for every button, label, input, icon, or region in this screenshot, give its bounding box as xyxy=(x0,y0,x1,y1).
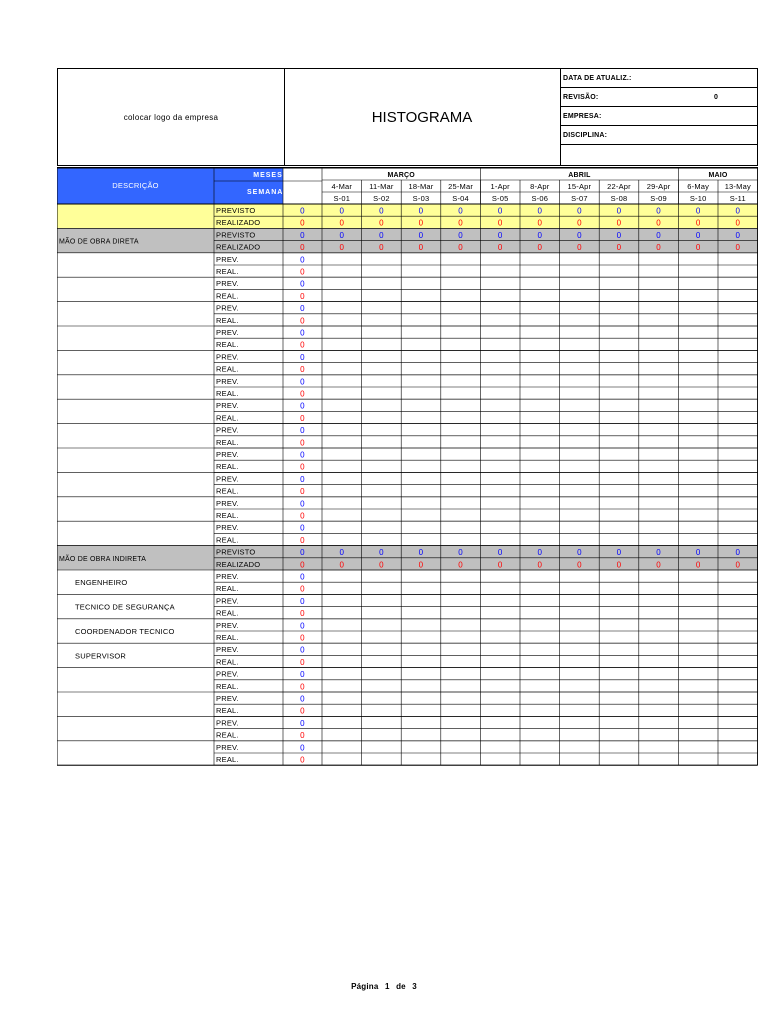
week-date-label: 8-Apr xyxy=(530,182,550,191)
summary-week-value: 0 xyxy=(656,243,661,253)
item-total-value: 0 xyxy=(300,584,305,594)
week-code-label: S-09 xyxy=(650,194,667,203)
item-row-label: PREV. xyxy=(216,401,239,411)
item-row-label: PREV. xyxy=(216,254,239,264)
item-row-label: PREV. xyxy=(216,596,239,606)
summary-week-value: 0 xyxy=(656,230,661,240)
summary-row-label: REALIZADO xyxy=(216,242,261,252)
summary-week-value: 0 xyxy=(577,243,582,253)
item-total-value: 0 xyxy=(300,389,305,399)
week-code-label: S-01 xyxy=(333,194,351,203)
item-row-label: REAL. xyxy=(216,657,239,667)
week-date-label: 22-Apr xyxy=(607,182,631,191)
item-row-label: PREV. xyxy=(216,669,239,679)
summary-week-value: 0 xyxy=(537,218,543,228)
item-row-label: PREV. xyxy=(216,718,239,728)
item-row-label: REAL. xyxy=(216,437,239,447)
week-date-label: 4-Mar xyxy=(331,182,353,191)
item-row-label: REAL. xyxy=(216,364,239,374)
summary-week-value: 0 xyxy=(577,218,582,228)
item-row-label: REAL. xyxy=(216,413,239,423)
summary-week-value: 0 xyxy=(735,548,741,558)
summary-total-value: 0 xyxy=(300,230,305,240)
summary-week-value: 0 xyxy=(537,230,543,240)
item-row-label: REAL. xyxy=(216,511,239,520)
page-title: HISTOGRAMA xyxy=(284,69,561,165)
item-row-label: PREV. xyxy=(216,279,239,289)
logo-placeholder: colocar logo da empresa xyxy=(58,69,285,165)
summary-week-value: 0 xyxy=(656,560,661,570)
summary-week-value: 0 xyxy=(616,548,622,558)
item-total-value: 0 xyxy=(300,438,305,448)
summary-week-value: 0 xyxy=(656,206,661,216)
item-total-value: 0 xyxy=(300,291,305,301)
item-total-value: 0 xyxy=(300,304,305,314)
week-code-label: S-07 xyxy=(571,194,588,203)
item-total-value: 0 xyxy=(300,657,305,667)
summary-week-value: 0 xyxy=(695,206,701,216)
summary-week-value: 0 xyxy=(735,230,741,240)
summary-week-value: 0 xyxy=(616,230,622,240)
item-row-label: REAL. xyxy=(216,267,239,276)
month-header-label: MARÇO xyxy=(387,172,415,179)
header-info-block xyxy=(560,69,757,165)
summary-week-value: 0 xyxy=(339,560,345,570)
summary-week-value: 0 xyxy=(577,548,582,558)
summary-week-value: 0 xyxy=(695,230,701,240)
summary-week-value: 0 xyxy=(339,230,345,240)
item-total-value: 0 xyxy=(300,255,305,265)
item-row-label: REAL. xyxy=(216,633,239,642)
summary-week-value: 0 xyxy=(339,206,345,216)
item-name-label: COORDENADOR TECNICO xyxy=(75,627,175,636)
item-row-label: REAL. xyxy=(216,755,239,764)
summary-row-label: REALIZADO xyxy=(216,559,261,569)
summary-week-value: 0 xyxy=(379,206,384,216)
item-row-label: PREV. xyxy=(216,645,239,655)
item-total-value: 0 xyxy=(300,365,305,375)
week-code-label: S-06 xyxy=(531,194,549,203)
week-code-label: S-04 xyxy=(452,194,469,203)
week-code-label: S-03 xyxy=(412,194,430,203)
summary-week-value: 0 xyxy=(497,206,503,216)
summary-week-value: 0 xyxy=(379,218,384,228)
summary-week-value: 0 xyxy=(339,243,345,253)
item-total-value: 0 xyxy=(300,645,305,655)
item-total-value: 0 xyxy=(300,743,305,753)
item-row-label: REAL. xyxy=(216,291,239,301)
summary-week-value: 0 xyxy=(458,548,463,558)
summary-week-value: 0 xyxy=(735,560,741,570)
item-total-value: 0 xyxy=(300,377,305,387)
page-total: 3 xyxy=(412,982,417,991)
summary-week-value: 0 xyxy=(497,243,503,253)
week-date-label: 29-Apr xyxy=(646,182,671,191)
item-row-label: REAL. xyxy=(216,608,239,618)
pagina-label: Página xyxy=(351,982,379,991)
item-total-value: 0 xyxy=(300,694,305,704)
summary-week-value: 0 xyxy=(616,560,622,570)
summary-week-value: 0 xyxy=(339,218,345,228)
week-date-label: 13-May xyxy=(724,182,751,191)
revisao-value: 0 xyxy=(714,94,719,101)
summary-week-value: 0 xyxy=(695,243,701,253)
summary-week-value: 0 xyxy=(695,560,701,570)
summary-week-value: 0 xyxy=(379,230,384,240)
item-total-value: 0 xyxy=(300,401,305,411)
item-total-value: 0 xyxy=(300,633,305,643)
week-date-label: 1-Apr xyxy=(490,182,510,191)
month-header-label: ABRIL xyxy=(568,172,591,179)
summary-week-value: 0 xyxy=(735,206,741,216)
summary-row-label: PREVISTO xyxy=(216,230,256,240)
summary-week-value: 0 xyxy=(577,560,582,570)
item-total-value: 0 xyxy=(300,621,305,631)
item-row-label: PREV. xyxy=(216,620,239,630)
item-total-value: 0 xyxy=(300,352,305,362)
week-date-label: 18-Mar xyxy=(408,182,434,191)
document-header xyxy=(57,68,758,166)
item-total-value: 0 xyxy=(300,596,305,606)
item-row-label: REAL. xyxy=(216,584,239,594)
item-row-label: PREV. xyxy=(216,425,239,435)
summary-week-value: 0 xyxy=(458,230,463,240)
item-total-value: 0 xyxy=(300,755,305,765)
descricao-header-cell xyxy=(57,168,283,204)
summary-week-value: 0 xyxy=(497,230,503,240)
item-total-value: 0 xyxy=(300,267,305,277)
summary-week-value: 0 xyxy=(656,548,661,558)
item-total-value: 0 xyxy=(300,609,305,619)
item-row-label: REAL. xyxy=(216,730,239,740)
disciplina-label: DISCIPLINA: xyxy=(563,132,608,139)
item-total-value: 0 xyxy=(300,670,305,680)
summary-week-value: 0 xyxy=(418,548,424,558)
item-total-value: 0 xyxy=(300,413,305,423)
item-total-value: 0 xyxy=(300,487,305,497)
data-atualizacao-label: DATA DE ATUALIZ.: xyxy=(563,75,632,82)
item-row-label: PREV. xyxy=(216,352,239,362)
item-row-label: REAL. xyxy=(216,706,239,716)
item-name-label: ENGENHEIRO xyxy=(75,578,128,588)
info-row-empresa xyxy=(560,107,757,126)
item-row-label: REAL. xyxy=(216,315,239,325)
summary-week-value: 0 xyxy=(735,218,741,228)
summary-row-label: PREVISTO xyxy=(216,547,256,557)
meses-header-label: MESES xyxy=(253,172,283,179)
summary-week-value: 0 xyxy=(418,230,424,240)
semanas-header-label: SEMANAS xyxy=(246,189,290,196)
summary-week-value: 0 xyxy=(497,548,503,558)
summary-total-value: 0 xyxy=(300,560,305,570)
summary-week-value: 0 xyxy=(497,560,503,570)
summary-week-value: 0 xyxy=(458,243,463,253)
summary-total-value: 0 xyxy=(300,218,305,228)
summary-week-value: 0 xyxy=(458,206,463,216)
summary-week-value: 0 xyxy=(537,548,543,558)
item-row-label: PREV. xyxy=(216,498,239,508)
summary-row-label: PREVISTO xyxy=(216,206,256,215)
week-date-label: 6-May xyxy=(687,182,710,191)
summary-total-value: 0 xyxy=(300,243,305,253)
summary-week-value: 0 xyxy=(695,218,701,228)
info-row-data xyxy=(560,69,757,88)
week-code-label: S-05 xyxy=(491,194,509,203)
item-row-label: REAL. xyxy=(216,462,239,472)
item-total-value: 0 xyxy=(300,718,305,728)
item-row-label: REAL. xyxy=(216,486,239,496)
item-total-value: 0 xyxy=(300,523,305,533)
summary-week-value: 0 xyxy=(379,548,384,558)
summary-week-value: 0 xyxy=(497,218,503,228)
summary-week-value: 0 xyxy=(458,560,463,570)
summary-week-value: 0 xyxy=(577,230,582,240)
item-row-label: REAL. xyxy=(216,535,239,545)
summary-week-value: 0 xyxy=(418,243,424,253)
summary-week-value: 0 xyxy=(577,206,582,216)
item-name-label: SUPERVISOR xyxy=(75,651,127,661)
histogram-grid-svg xyxy=(57,168,758,767)
week-date-label: 25-Mar xyxy=(448,182,474,191)
item-total-value: 0 xyxy=(300,316,305,326)
page-footer xyxy=(0,982,768,991)
week-date-label: 15-Apr xyxy=(567,182,592,191)
item-row-label: PREV. xyxy=(216,328,239,337)
summary-week-value: 0 xyxy=(379,560,384,570)
summary-week-value: 0 xyxy=(616,206,622,216)
item-total-value: 0 xyxy=(300,731,305,741)
summary-week-value: 0 xyxy=(695,548,701,558)
item-row-label: PREV. xyxy=(216,572,239,581)
summary-week-value: 0 xyxy=(458,218,463,228)
page-number: 1 xyxy=(384,982,390,991)
item-name-label: TECNICO DE SEGURANÇA xyxy=(75,602,175,612)
item-total-value: 0 xyxy=(300,535,305,545)
item-total-value: 0 xyxy=(300,426,305,436)
summary-week-value: 0 xyxy=(339,548,345,558)
item-total-value: 0 xyxy=(300,328,305,338)
summary-week-value: 0 xyxy=(537,560,543,570)
summary-week-value: 0 xyxy=(537,206,543,216)
week-code-label: S-02 xyxy=(373,194,390,203)
summary-week-value: 0 xyxy=(418,560,424,570)
item-row-label: PREV. xyxy=(216,523,239,533)
summary-week-value: 0 xyxy=(735,243,741,253)
summary-week-value: 0 xyxy=(418,206,424,216)
summary-week-value: 0 xyxy=(418,218,424,228)
item-row-label: PREV. xyxy=(216,474,239,484)
item-total-value: 0 xyxy=(300,706,305,716)
item-total-value: 0 xyxy=(300,340,305,350)
empresa-label: EMPRESA: xyxy=(563,113,602,120)
summary-week-value: 0 xyxy=(537,243,543,253)
week-code-label: S-11 xyxy=(729,194,746,203)
descricao-header-label: DESCRIÇÃO xyxy=(112,181,159,190)
item-row-label: PREV. xyxy=(216,303,239,313)
item-row-label: REAL. xyxy=(216,681,239,691)
item-total-value: 0 xyxy=(300,572,305,582)
item-total-value: 0 xyxy=(300,499,305,509)
week-code-label: S-10 xyxy=(689,194,707,203)
item-total-value: 0 xyxy=(300,682,305,692)
summary-total-value: 0 xyxy=(300,548,305,558)
section-name-label: MÃO DE OBRA INDIRETA xyxy=(59,555,147,563)
item-total-value: 0 xyxy=(300,462,305,472)
section-name-label: MÃO DE OBRA DIRETA xyxy=(59,238,139,246)
summary-total-value: 0 xyxy=(300,206,305,216)
info-row-revisao xyxy=(560,88,757,107)
summary-week-value: 0 xyxy=(379,243,384,253)
item-row-label: PREV. xyxy=(216,376,239,386)
item-total-value: 0 xyxy=(300,279,305,289)
week-code-label: S-08 xyxy=(610,194,628,203)
de-label: de xyxy=(396,982,406,991)
item-total-value: 0 xyxy=(300,474,305,484)
item-row-label: PREV. xyxy=(216,742,239,752)
revisao-label: REVISÃO: xyxy=(563,94,599,101)
item-total-value: 0 xyxy=(300,511,305,521)
week-date-label: 11-Mar xyxy=(369,182,394,191)
info-row-disciplina xyxy=(560,126,757,145)
item-row-label: PREV. xyxy=(216,694,239,703)
month-header-label: MAIO xyxy=(708,172,728,179)
histogram-table xyxy=(57,168,758,765)
summary-row-label: REALIZADO xyxy=(216,218,261,228)
summary-week-value: 0 xyxy=(616,243,622,253)
item-row-label: REAL. xyxy=(216,340,239,350)
item-row-label: PREV. xyxy=(216,450,239,459)
item-row-label: REAL. xyxy=(216,389,239,398)
summary-week-value: 0 xyxy=(656,218,661,228)
item-total-value: 0 xyxy=(300,450,305,460)
total-header-cell xyxy=(283,168,322,204)
summary-week-value: 0 xyxy=(616,218,622,228)
